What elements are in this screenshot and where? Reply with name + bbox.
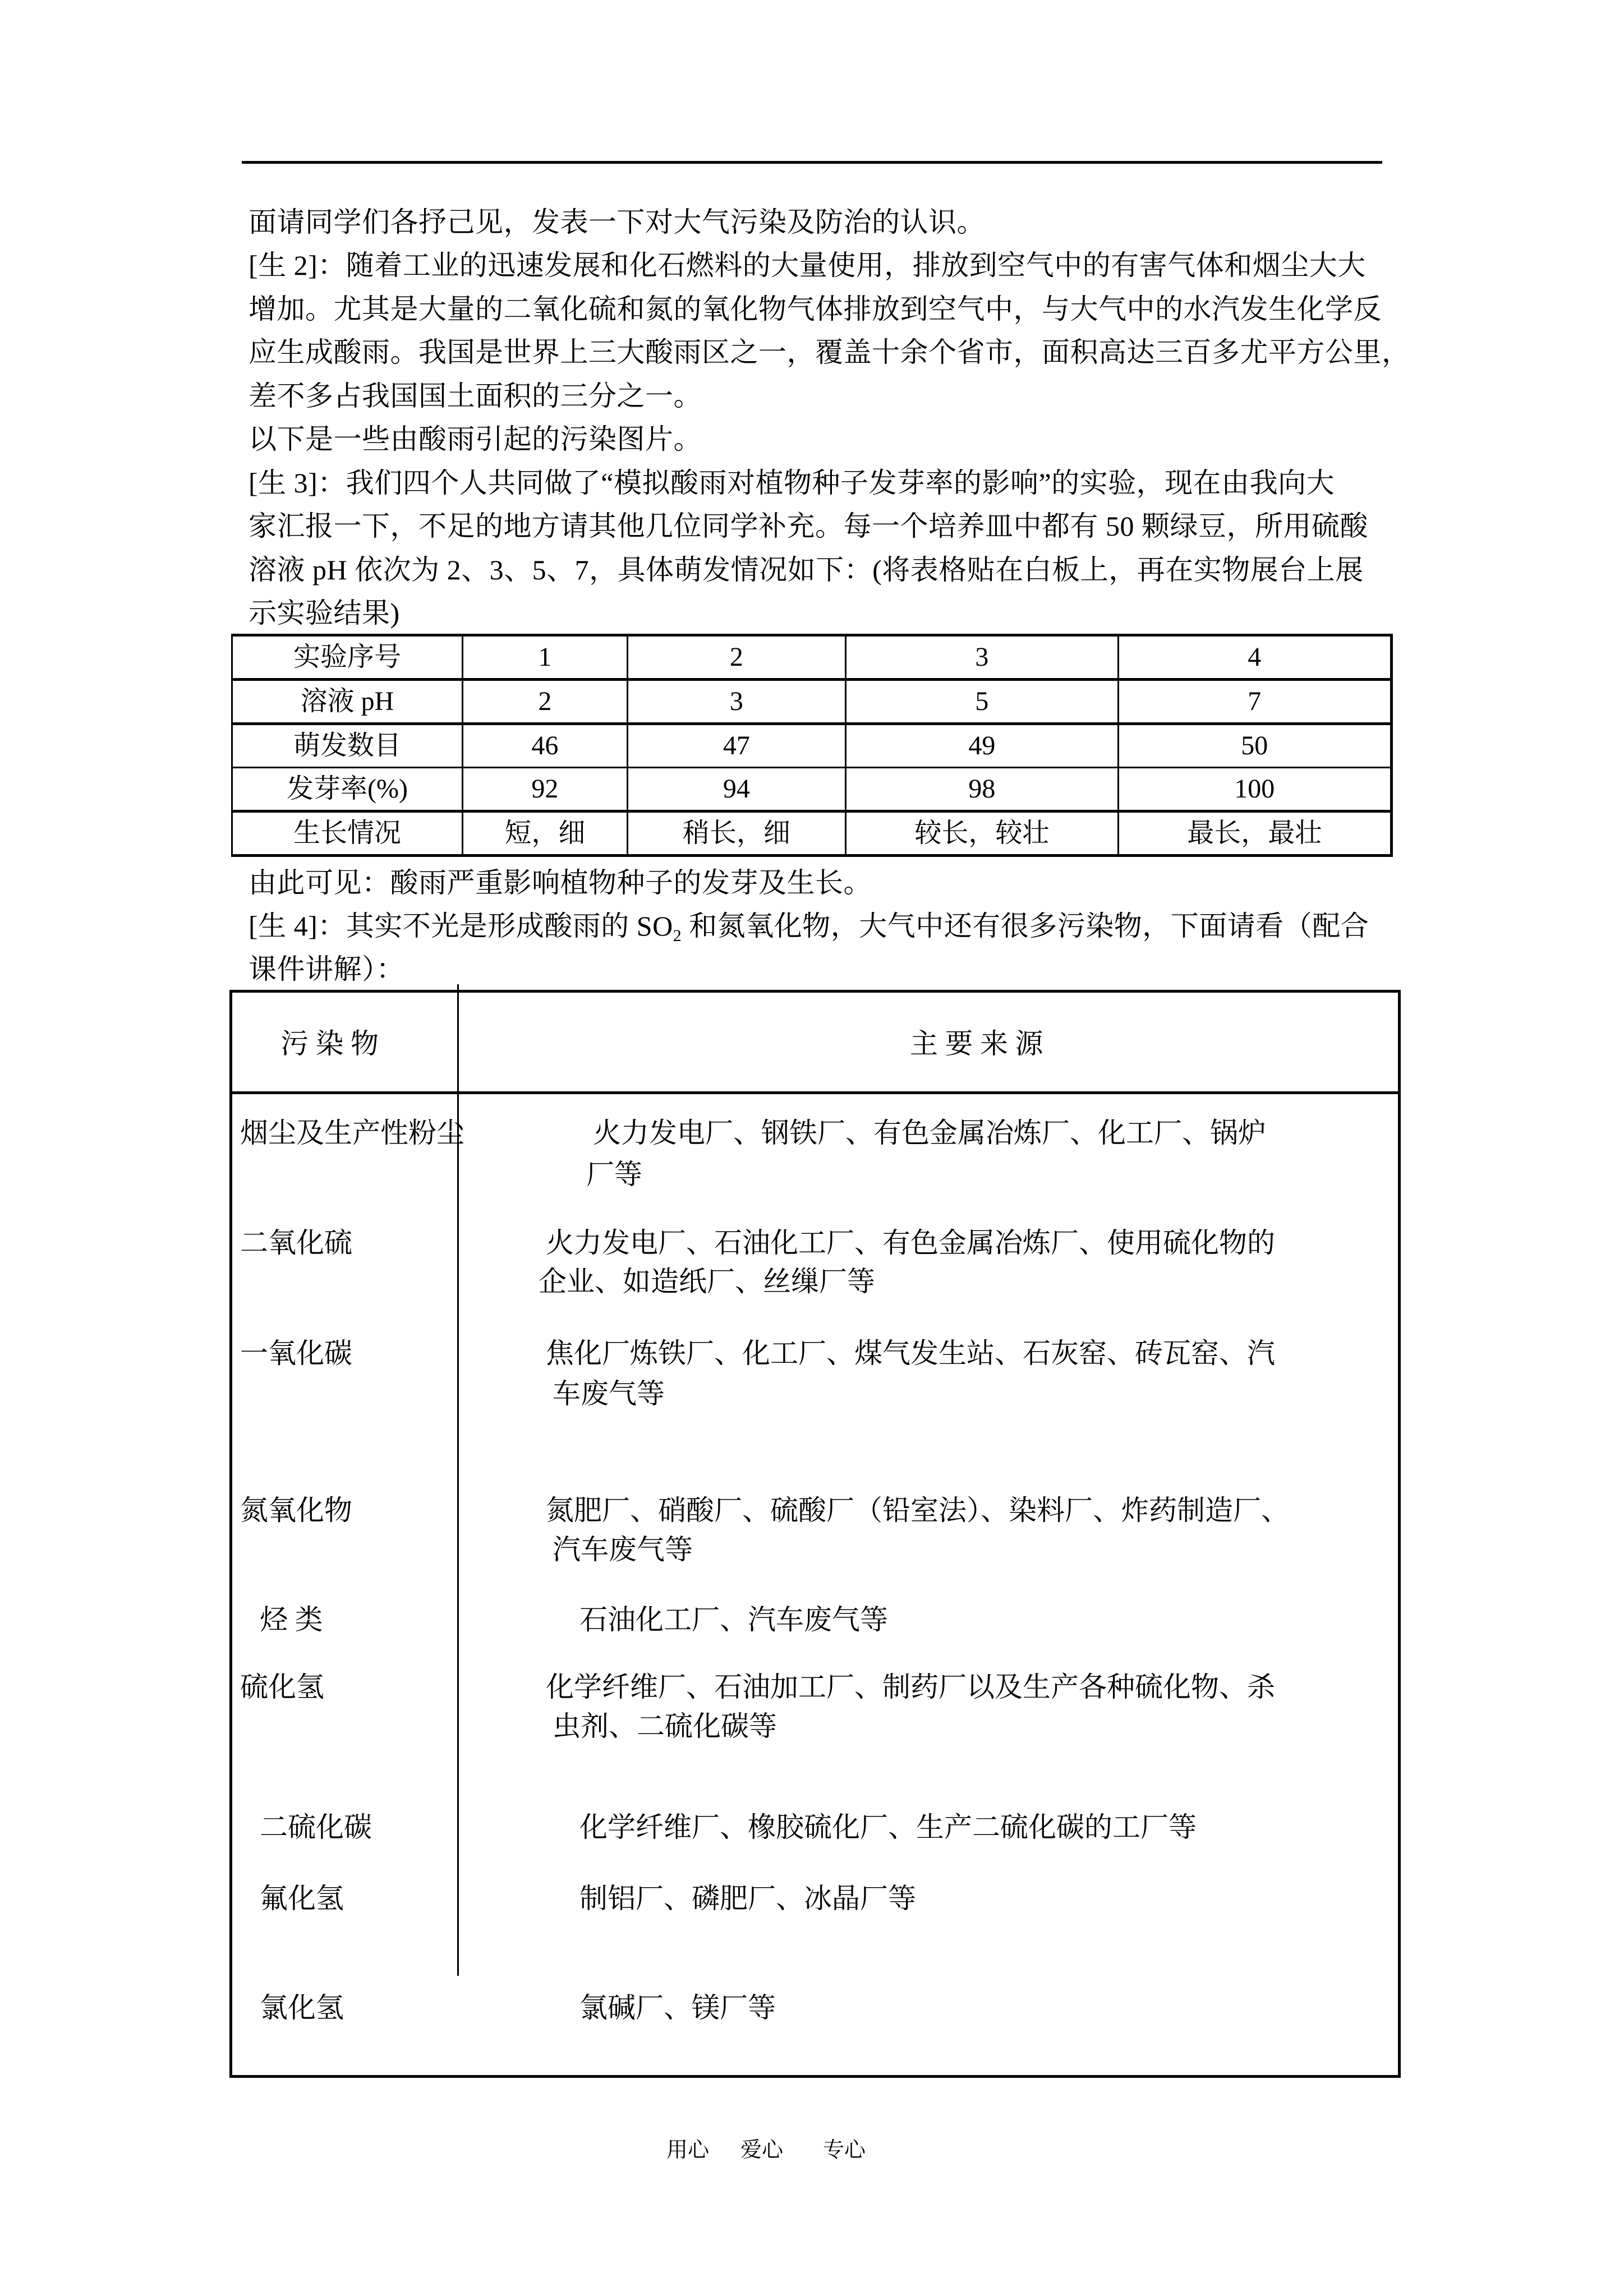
table-row [232, 768, 1392, 812]
table-cell: 7 [1118, 680, 1391, 724]
paragraph-line: [生 2]：随着工业的迅速发展和化石燃料的大量使用，排放到空气中的有害气体和烟尘大大 [249, 250, 1366, 281]
pollutant-source: 制铝厂、磷肥厂、冰晶厂等 [579, 1883, 916, 1914]
table-cell: 49 [846, 724, 1118, 768]
pollutant-source: 虫剂、二硫化碳等 [553, 1711, 777, 1742]
footer-item: 爱心 [740, 2138, 784, 2162]
table-row [232, 724, 1392, 768]
table-cell: 5 [846, 680, 1118, 724]
pollutant-name: 氮氧化物 [240, 1495, 352, 1526]
table-cell: 98 [846, 768, 1118, 812]
pollutant-name: 二硫化碳 [260, 1811, 372, 1843]
subscript: 2 [673, 926, 682, 945]
text-run: 和氮氧化物，大气中还有很多污染物，下面请看（配合 [682, 910, 1369, 942]
pollutant-source: 汽车废气等 [553, 1534, 693, 1565]
row-header: 溶液 pH [232, 680, 463, 724]
paragraph-line: 课件讲解）： [249, 953, 404, 985]
paragraph-line: 由此可见：酸雨严重影响植物种子的发芽及生长。 [249, 867, 872, 898]
paragraph-line: 增加。尤其是大量的二氧化硫和氮的氧化物气体排放到空气中，与大气中的水汽发生化学反 [249, 293, 1382, 325]
paragraph-line: 示实验结果) [249, 597, 400, 629]
table-cell: 50 [1118, 724, 1391, 768]
table-cell: 100 [1118, 768, 1391, 812]
paragraph-line: 差不多占我国国土面积的三分之一。 [249, 380, 702, 412]
paragraph-line: 家汇报一下，不足的地方请其他几位同学补充。每一个培养皿中都有 50 颗绿豆，所用硫酸 [249, 510, 1368, 542]
row-header: 萌发数目 [232, 724, 463, 768]
table-cell: 2 [463, 680, 628, 724]
row-header: 生长情况 [232, 812, 463, 856]
table-cell: 较长，较壮 [846, 812, 1118, 856]
text-run: [生 4]：其实不光是形成酸雨的 SO [249, 910, 673, 942]
paragraph-line: 面请同学们各抒己见，发表一下对大气污染及防治的认识。 [249, 206, 985, 238]
pollutant-source: 火力发电厂、钢铁厂、有色金属冶炼厂、化工厂、锅炉 [593, 1117, 1266, 1149]
table-cell: 4 [1118, 635, 1391, 680]
table-cell: 2 [627, 635, 846, 680]
paragraph-line: 应生成酸雨。我国是世界上三大酸雨区之一，覆盖十余个省市，面积高达三百多尤平方公里， [249, 336, 1410, 368]
pollutant-table [229, 990, 1401, 2078]
pollutant-name: 二氧化硫 [240, 1227, 352, 1258]
column-header-source: 主 要 来 源 [910, 1028, 1043, 1059]
paragraph-line [249, 909, 1369, 943]
pollutant-name: 硫化氢 [240, 1671, 324, 1703]
pollutant-name: 烟尘及生产性粉尘 [240, 1117, 464, 1149]
pollutant-source: 化学纤维厂、橡胶硫化厂、生产二硫化碳的工厂等 [579, 1811, 1197, 1843]
pollutant-source: 厂等 [586, 1159, 642, 1190]
header-rule [242, 161, 1382, 164]
row-header: 实验序号 [232, 635, 463, 680]
pollutant-name: 一氧化碳 [240, 1338, 352, 1369]
table-cell: 94 [627, 768, 846, 812]
pollutant-name: 氟化氢 [260, 1883, 344, 1914]
pollutant-source: 氯碱厂、镁厂等 [579, 1992, 776, 2023]
table-cell: 短，细 [463, 812, 628, 856]
pollutant-name: 烃 类 [260, 1604, 323, 1635]
table-row [232, 812, 1392, 856]
table-cell: 最长，最壮 [1118, 812, 1391, 856]
table-cell: 稍长，细 [627, 812, 846, 856]
table-cell: 3 [846, 635, 1118, 680]
column-header-pollutant: 污 染 物 [280, 1028, 379, 1059]
table-row [232, 635, 1392, 680]
footer-item: 专心 [823, 2138, 866, 2162]
pollutant-source: 车废气等 [553, 1378, 665, 1409]
table-cell: 1 [463, 635, 628, 680]
footer-item: 用心 [666, 2138, 710, 2162]
row-header: 发芽率(%) [232, 768, 463, 812]
pollutant-source: 氮肥厂、硝酸厂、硫酸厂（铅室法）、染料厂、炸药制造厂、 [546, 1495, 1289, 1526]
pollutant-source: 企业、如造纸厂、丝缫厂等 [539, 1266, 875, 1297]
pollutant-name: 氯化氢 [260, 1992, 344, 2023]
pollutant-source: 火力发电厂、石油化工厂、有色金属冶炼厂、使用硫化物的 [546, 1227, 1275, 1258]
paragraph-line: [生 3]：我们四个人共同做了“模拟酸雨对植物种子发芽率的影响”的实验，现在由我向大 [249, 467, 1335, 499]
experiment-table [231, 634, 1393, 857]
table-cell: 46 [463, 724, 628, 768]
pollutant-source: 石油化工厂、汽车废气等 [579, 1604, 888, 1635]
table-cell: 3 [627, 680, 846, 724]
table-row [232, 680, 1392, 724]
pollutant-source: 化学纤维厂、石油加工厂、制药厂以及生产各种硫化物、杀 [546, 1671, 1275, 1703]
pollutant-source: 焦化厂炼铁厂、化工厂、煤气发生站、石灰窑、砖瓦窑、汽 [546, 1338, 1275, 1369]
header-row-divider [232, 1091, 1398, 1094]
paragraph-line: 溶液 pH 依次为 2、3、5、7，具体萌发情况如下：(将表格贴在白板上，再在实物展台上展 [249, 554, 1364, 585]
paragraph-line: 以下是一些由酸雨引起的污染图片。 [249, 423, 702, 455]
table-cell: 92 [463, 768, 628, 812]
table-cell: 47 [627, 724, 846, 768]
